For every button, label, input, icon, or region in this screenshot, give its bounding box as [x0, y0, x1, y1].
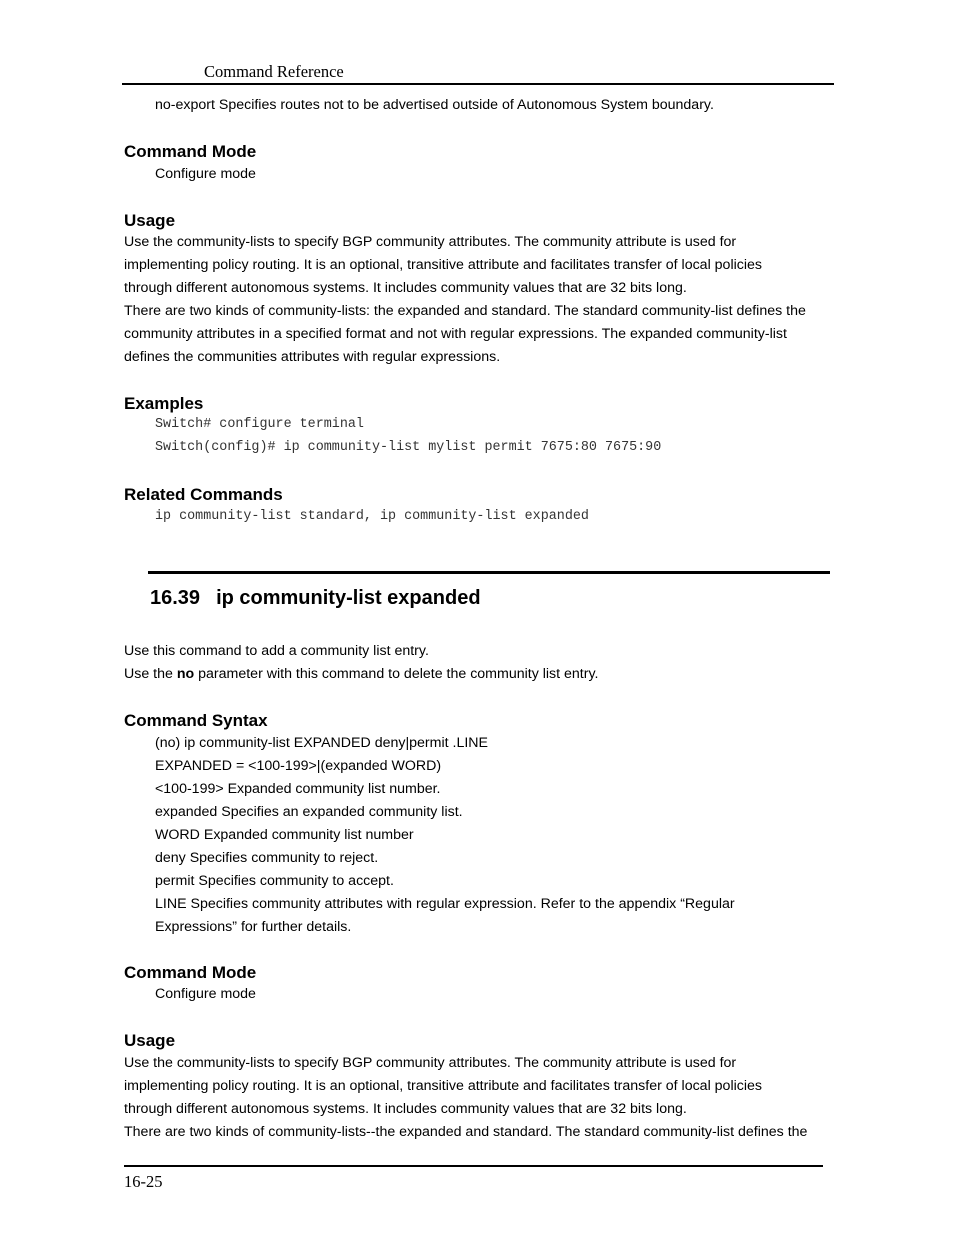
section-title-text: ip community-list expanded — [216, 587, 481, 609]
usage-line: Use the community-lists to specify BGP community attributes. The community attribute is used for — [124, 1055, 737, 1071]
syntax-line: permit Specifies community to accept. — [155, 873, 394, 889]
syntax-line: LINE Specifies community attributes with regular expression. Refer to the appendix “Regular — [155, 896, 735, 912]
section-rule — [148, 571, 830, 574]
usage-heading: Usage — [124, 1031, 176, 1050]
syntax-line: <100-199> Expanded community list number. — [155, 781, 441, 797]
intro-text: Use the — [124, 666, 177, 682]
example-code-line: Switch(config)# ip community-list mylist permit 7675:80 7675:90 — [155, 440, 662, 455]
usage-line: implementing policy routing. It is an optional, transitive attribute and facilitates transfer of local policies — [124, 1078, 762, 1094]
usage-line: There are two kinds of community-lists: the expanded and standard. The standard community-list defines the — [124, 303, 806, 319]
running-header: Command Reference — [204, 62, 344, 81]
header-rule — [122, 83, 834, 85]
syntax-line: WORD Expanded community list number — [155, 827, 414, 843]
no-keyword: no — [176, 666, 195, 682]
syntax-line: EXPANDED = <100-199>|(expanded WORD) — [155, 758, 442, 774]
related-commands-heading: Related Commands — [124, 485, 283, 504]
usage-line: implementing policy routing. It is an optional, transitive attribute and facilitates transfer of local policies — [124, 257, 762, 273]
usage-line: through different autonomous systems. It includes community values that are 32 bits long. — [124, 280, 687, 296]
syntax-line: Expressions” for further details. — [155, 919, 352, 935]
usage-line: defines the communities attributes with regular expressions. — [124, 349, 501, 365]
no-export-description: no-export Specifies routes not to be advertised outside of Autonomous System boundary. — [155, 97, 714, 113]
command-mode-text: Configure mode — [155, 986, 256, 1002]
usage-line: Use the community-lists to specify BGP community attributes. The community attribute is used for — [124, 234, 737, 250]
command-mode-text: Configure mode — [155, 166, 256, 182]
syntax-line: expanded Specifies an expanded community list. — [155, 804, 463, 820]
syntax-list — [155, 732, 867, 939]
usage-line: community attributes in a specified format and not with regular expressions. The expanded community-list — [124, 326, 787, 342]
page-number: 16-25 — [124, 1172, 163, 1191]
section-number: 16.39 — [150, 587, 201, 609]
command-mode-heading: Command Mode — [124, 963, 257, 982]
usage-line: through different autonomous systems. It includes community values that are 32 bits long. — [124, 1101, 687, 1117]
examples-heading: Examples — [124, 394, 204, 413]
intro-line-no-param — [124, 663, 598, 686]
intro-line: Use this command to add a community list entry. — [124, 643, 429, 659]
syntax-line: (no) ip community-list EXPANDED deny|permit .LINE — [155, 735, 488, 751]
example-code-line: Switch# configure terminal — [155, 417, 364, 432]
command-mode-heading: Command Mode — [124, 142, 257, 161]
syntax-line: deny Specifies community to reject. — [155, 850, 379, 866]
usage-line: There are two kinds of community-lists--the expanded and standard. The standard community-list defines the — [124, 1124, 808, 1140]
usage-paragraph — [124, 231, 836, 369]
intro-text: parameter with this command to delete the community list entry. — [194, 666, 599, 682]
footer-rule — [124, 1165, 823, 1167]
usage-paragraph — [124, 1052, 836, 1144]
related-commands-text: ip community-list standard, ip community-list expanded — [155, 509, 589, 524]
command-syntax-heading: Command Syntax — [124, 711, 268, 730]
section-title — [150, 587, 481, 610]
usage-heading: Usage — [124, 211, 176, 230]
